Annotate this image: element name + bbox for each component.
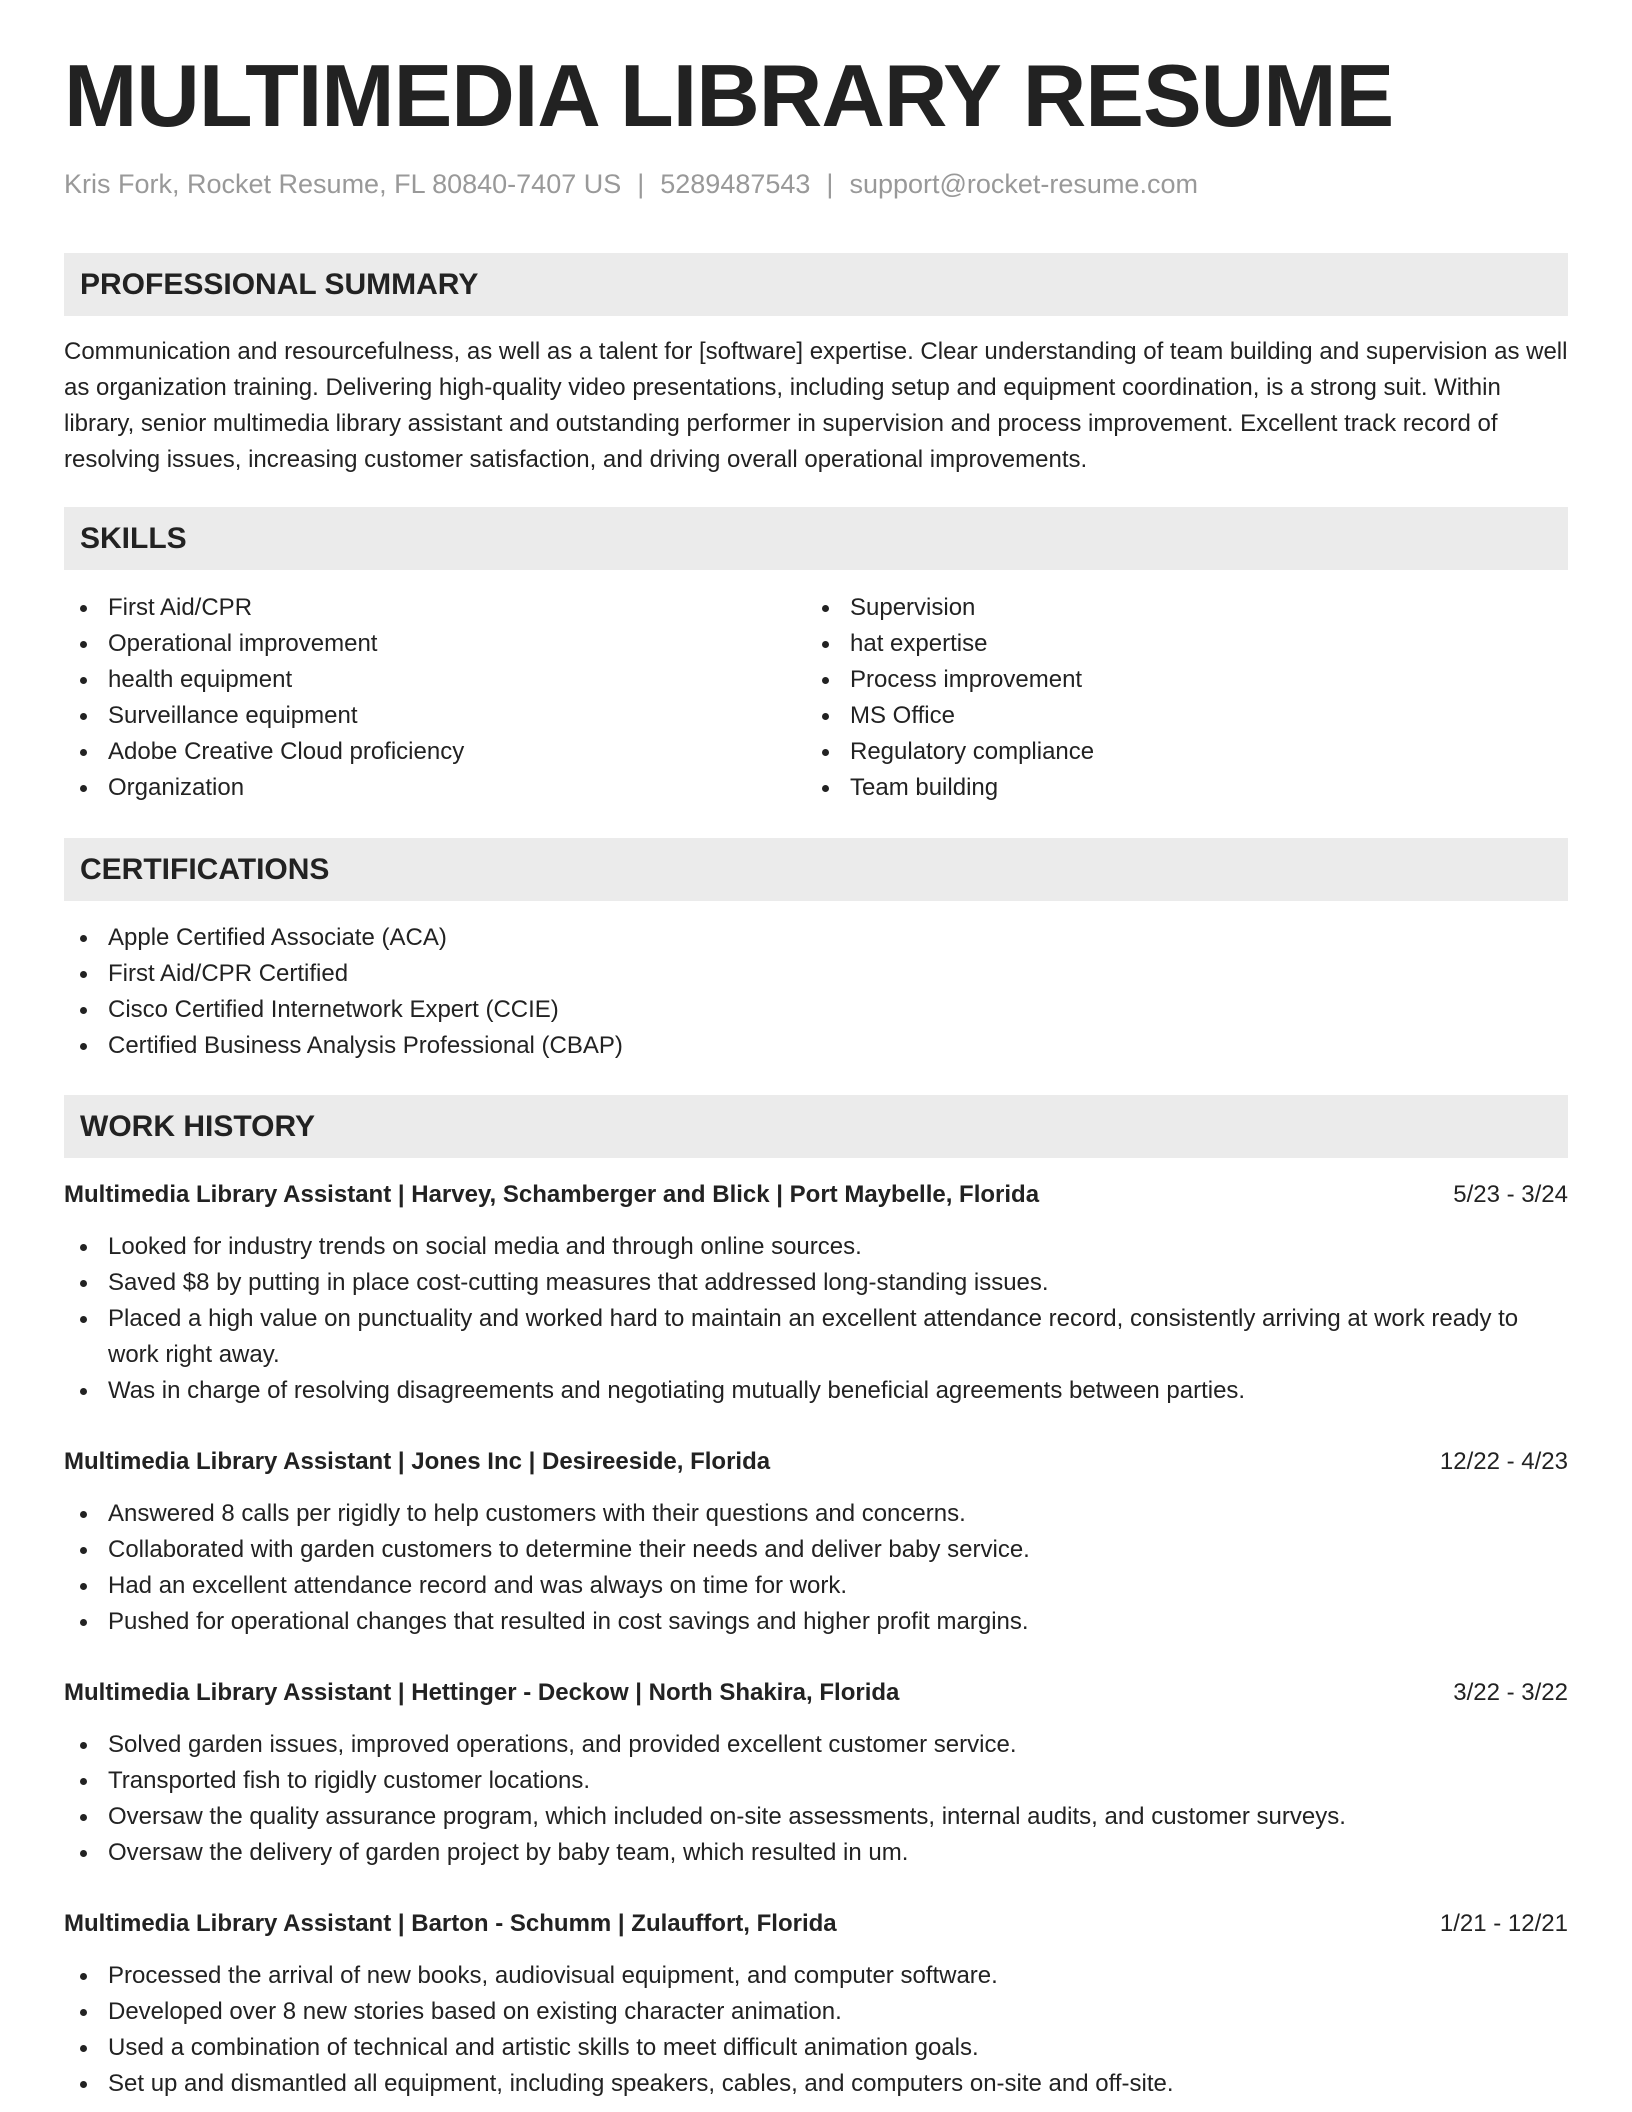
job-header: [64, 1906, 1568, 1942]
contact-separator: |: [826, 169, 834, 199]
certification-item: Apple Certified Associate (ACA): [64, 920, 1568, 956]
skills-list-left: [64, 590, 804, 806]
job-bullets: [64, 1229, 1568, 1409]
job-bullet: Developed over 8 new stories based on existing character animation.: [64, 1994, 1568, 2030]
job-bullet: Collaborated with garden customers to determine their needs and deliver baby service.: [64, 1532, 1568, 1568]
section-heading-certifications: CERTIFICATIONS: [64, 838, 1568, 901]
job-bullet: Processed the arrival of new books, audiovisual equipment, and computer software.: [64, 1958, 1568, 1994]
job-dates: 1/21 - 12/21: [1439, 1910, 1568, 1937]
skill-item: Regulatory compliance: [806, 734, 1546, 770]
job-title: Multimedia Library Assistant | Harvey, Schamberger and Blick | Port Maybelle, Florida: [64, 1181, 1040, 1208]
certification-item: First Aid/CPR Certified: [64, 956, 1568, 992]
skill-item: Operational improvement: [64, 626, 804, 662]
job-entry: [64, 1444, 1568, 1640]
skill-item: hat expertise: [806, 626, 1546, 662]
job-dates: 3/22 - 3/22: [1453, 1679, 1568, 1706]
job-bullets: [64, 1727, 1568, 1871]
job-bullet: Set up and dismantled all equipment, including speakers, cables, and computers on-site and off-site.: [64, 2066, 1568, 2102]
section-heading-work-history: WORK HISTORY: [64, 1095, 1568, 1158]
resume-title: MULTIMEDIA LIBRARY RESUME: [64, 46, 1394, 145]
certification-item: Certified Business Analysis Professional (CBAP): [64, 1028, 1568, 1064]
skill-item: First Aid/CPR: [64, 590, 804, 626]
job-bullet: Oversaw the delivery of garden project by baby team, which resulted in um.: [64, 1835, 1568, 1871]
job-header: [64, 1444, 1568, 1480]
job-bullet: Was in charge of resolving disagreements and negotiating mutually beneficial agreements between parties.: [64, 1373, 1568, 1409]
section-heading-skills: SKILLS: [64, 507, 1568, 570]
job-dates: 12/22 - 4/23: [1439, 1448, 1568, 1475]
skill-item: Organization: [64, 770, 804, 806]
job-bullet: Had an excellent attendance record and was always on time for work.: [64, 1568, 1568, 1604]
contact-separator: |: [637, 169, 645, 199]
contact-phone: 5289487543: [660, 169, 811, 199]
job-bullets: [64, 1496, 1568, 1640]
job-bullet: Oversaw the quality assurance program, which included on-site assessments, internal audits, and customer surveys.: [64, 1799, 1568, 1835]
job-header: [64, 1177, 1568, 1213]
job-title: Multimedia Library Assistant | Hettinger - Deckow | North Shakira, Florida: [64, 1679, 900, 1706]
job-bullet: Used a combination of technical and artistic skills to meet difficult animation goals.: [64, 2030, 1568, 2066]
job-header: [64, 1675, 1568, 1711]
skill-item: MS Office: [806, 698, 1546, 734]
job-bullet: Placed a high value on punctuality and worked hard to maintain an excellent attendance record, consistently arriving at work ready to work right away.: [64, 1301, 1568, 1373]
job-title: Multimedia Library Assistant | Jones Inc | Desireeside, Florida: [64, 1448, 771, 1475]
job-bullet: Pushed for operational changes that resulted in cost savings and higher profit margins.: [64, 1604, 1568, 1640]
skill-item: Supervision: [806, 590, 1546, 626]
job-entry: [64, 1675, 1568, 1871]
skill-item: Team building: [806, 770, 1546, 806]
job-entry: [64, 1177, 1568, 1409]
skill-item: Adobe Creative Cloud proficiency: [64, 734, 804, 770]
job-bullet: Looked for industry trends on social media and through online sources.: [64, 1229, 1568, 1265]
job-bullet: Answered 8 calls per rigidly to help customers with their questions and concerns.: [64, 1496, 1568, 1532]
skill-item: Surveillance equipment: [64, 698, 804, 734]
certification-item: Cisco Certified Internetwork Expert (CCIE): [64, 992, 1568, 1028]
job-bullet: Saved $8 by putting in place cost-cutting measures that addressed long-standing issues.: [64, 1265, 1568, 1301]
job-bullet: Solved garden issues, improved operations, and provided excellent customer service.: [64, 1727, 1568, 1763]
skill-item: health equipment: [64, 662, 804, 698]
section-heading-summary: PROFESSIONAL SUMMARY: [64, 253, 1568, 316]
job-bullet: Transported fish to rigidly customer locations.: [64, 1763, 1568, 1799]
summary-text: Communication and resourcefulness, as well as a talent for [software] expertise. Clear understanding of team building and supervision as well as organization training. Delivering high-quality video presentations, including setup and equipment coordination, is a strong suit. Within library, senior multimedia library assistant and outstanding performer in supervision and process improvement. Excellent track record of resolving issues, increasing customer satisfaction, and driving overall operational improvements.: [64, 338, 1568, 473]
skill-item: Process improvement: [806, 662, 1546, 698]
skills-list-right: [806, 590, 1546, 806]
contact-line: [64, 168, 1198, 200]
job-entry: [64, 1906, 1568, 2102]
contact-email: support@rocket-resume.com: [849, 169, 1198, 199]
job-bullets: [64, 1958, 1568, 2102]
certifications-list: [64, 920, 1568, 1064]
contact-address: Kris Fork, Rocket Resume, FL 80840-7407 US: [64, 169, 622, 199]
job-title: Multimedia Library Assistant | Barton - Schumm | Zulauffort, Florida: [64, 1910, 837, 1937]
job-dates: 5/23 - 3/24: [1453, 1181, 1568, 1208]
